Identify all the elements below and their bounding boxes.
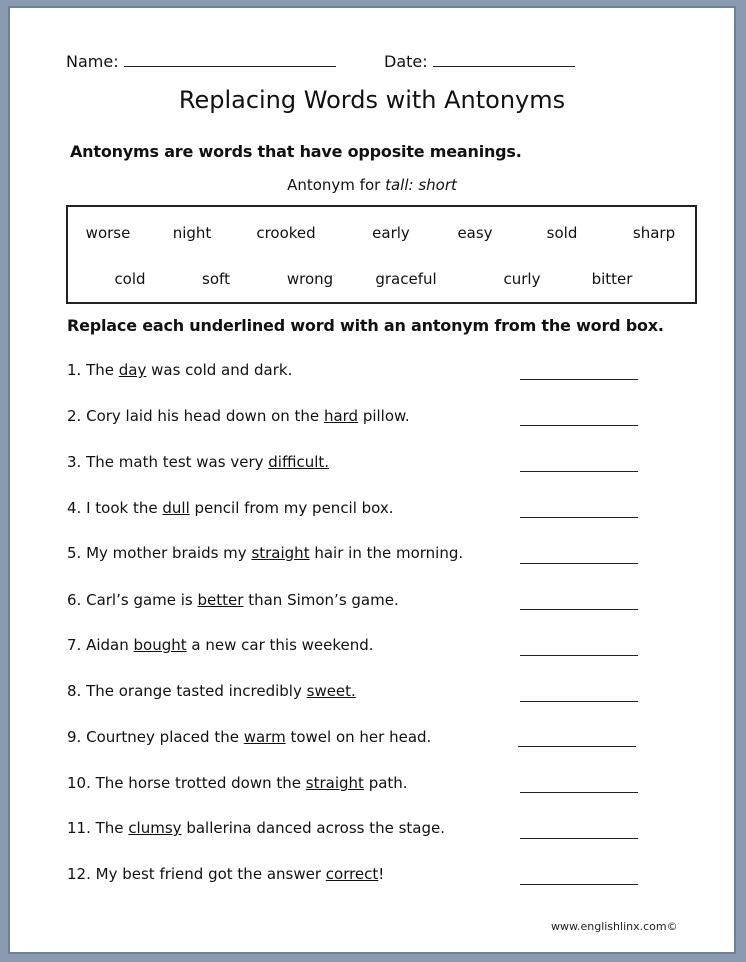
date-line[interactable] xyxy=(433,66,575,67)
question-5 xyxy=(67,544,463,562)
question-text: The xyxy=(86,361,119,379)
example-prefix: Antonym for xyxy=(287,176,386,194)
answer-line-11[interactable] xyxy=(520,838,638,839)
word-box-word: wrong xyxy=(286,270,334,288)
question-number: 6. xyxy=(67,591,82,609)
question-number: 4. xyxy=(67,499,82,517)
question-text: The horse trotted down the xyxy=(95,774,306,792)
question-11 xyxy=(67,819,445,837)
answer-line-1[interactable] xyxy=(520,379,638,380)
definition-text: Antonyms are words that have opposite meanings. xyxy=(70,142,522,161)
question-8 xyxy=(67,682,356,700)
underlined-word: dull xyxy=(162,499,190,517)
underlined-word: clumsy xyxy=(128,819,182,837)
question-text: The orange tasted incredibly xyxy=(86,682,307,700)
answer-line-4[interactable] xyxy=(520,517,638,518)
word-box-word: crooked xyxy=(256,224,316,242)
underlined-word: straight xyxy=(251,544,310,562)
question-text: pencil from my pencil box. xyxy=(189,499,394,517)
word-box-word: sharp xyxy=(632,224,676,242)
word-box xyxy=(66,205,697,304)
underlined-word: day xyxy=(118,361,147,379)
question-text: The xyxy=(95,819,129,837)
footer-url: www.englishlinx.com© xyxy=(551,920,678,933)
underlined-word: bought xyxy=(133,636,187,654)
worksheet-page xyxy=(8,6,736,954)
question-text: was cold and dark. xyxy=(146,361,293,379)
answer-line-10[interactable] xyxy=(520,792,638,793)
question-text: Carl’s game is xyxy=(86,591,198,609)
question-6 xyxy=(67,591,399,609)
word-box-word: graceful xyxy=(375,270,437,288)
question-number: 5. xyxy=(67,544,82,562)
question-number: 3. xyxy=(67,453,82,471)
question-1 xyxy=(67,361,292,379)
question-number: 10. xyxy=(67,774,91,792)
word-box-word: curly xyxy=(503,270,541,288)
word-box-word: cold xyxy=(114,270,146,288)
question-text: hair in the morning. xyxy=(309,544,464,562)
answer-line-6[interactable] xyxy=(520,609,638,610)
underlined-word: better xyxy=(197,591,244,609)
question-text: The math test was very xyxy=(86,453,269,471)
name-field[interactable] xyxy=(66,52,336,71)
question-4 xyxy=(67,499,394,517)
question-text: Cory laid his head down on the xyxy=(86,407,324,425)
question-text: towel on her head. xyxy=(285,728,432,746)
question-7 xyxy=(67,636,374,654)
name-label: Name: xyxy=(66,52,119,71)
question-10 xyxy=(67,774,408,792)
word-box-word: soft xyxy=(202,270,230,288)
question-number: 7. xyxy=(67,636,82,654)
question-text: ! xyxy=(378,865,385,883)
word-box-word: night xyxy=(172,224,212,242)
question-text: I took the xyxy=(86,499,163,517)
underlined-word: straight xyxy=(305,774,364,792)
example-sep: : xyxy=(408,176,419,194)
underlined-word: correct xyxy=(325,865,379,883)
word-box-word: bitter xyxy=(591,270,633,288)
question-text: My best friend got the answer xyxy=(95,865,326,883)
question-text: My mother braids my xyxy=(86,544,252,562)
question-number: 1. xyxy=(67,361,82,379)
answer-line-8[interactable] xyxy=(520,701,638,702)
question-12 xyxy=(67,865,384,883)
question-text: than Simon’s game. xyxy=(243,591,399,609)
underlined-word: sweet. xyxy=(306,682,356,700)
word-box-word: worse xyxy=(85,224,131,242)
answer-line-12[interactable] xyxy=(520,884,638,885)
question-number: 11. xyxy=(67,819,91,837)
example-word: tall xyxy=(385,176,409,194)
word-box-word: early xyxy=(372,224,410,242)
question-text: pillow. xyxy=(358,407,410,425)
instructions-text: Replace each underlined word with an antonym from the word box. xyxy=(67,316,664,335)
answer-line-5[interactable] xyxy=(520,563,638,564)
example-antonym: short xyxy=(418,176,457,194)
question-2 xyxy=(67,407,410,425)
answer-line-7[interactable] xyxy=(520,655,638,656)
answer-line-3[interactable] xyxy=(520,471,638,472)
answer-line-9[interactable] xyxy=(518,746,636,747)
question-number: 9. xyxy=(67,728,82,746)
question-number: 8. xyxy=(67,682,82,700)
question-number: 12. xyxy=(67,865,91,883)
date-label: Date: xyxy=(384,52,428,71)
question-text: path. xyxy=(363,774,408,792)
underlined-word: warm xyxy=(243,728,286,746)
name-line[interactable] xyxy=(124,66,336,67)
question-text: Aidan xyxy=(86,636,134,654)
answer-line-2[interactable] xyxy=(520,425,638,426)
question-9 xyxy=(67,728,431,746)
example-line xyxy=(10,176,734,194)
question-3 xyxy=(67,453,329,471)
underlined-word: hard xyxy=(323,407,359,425)
question-number: 2. xyxy=(67,407,82,425)
word-box-word: sold xyxy=(546,224,578,242)
date-field[interactable] xyxy=(384,52,575,71)
question-text: Courtney placed the xyxy=(86,728,244,746)
word-box-word: easy xyxy=(457,224,493,242)
page-title: Replacing Words with Antonyms xyxy=(178,86,566,114)
question-text: ballerina danced across the stage. xyxy=(181,819,446,837)
underlined-word: difficult. xyxy=(268,453,330,471)
question-text: a new car this weekend. xyxy=(186,636,374,654)
